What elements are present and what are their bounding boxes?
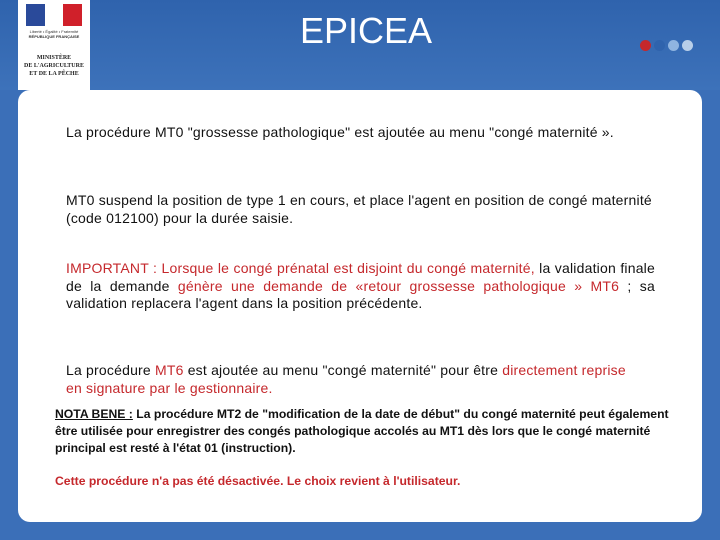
text: génère une demande de «	[177, 277, 364, 294]
text: la validation finale de la demande	[66, 260, 655, 294]
header-bar	[0, 0, 720, 90]
logo-ministry-name: MINISTÈRE DE L'AGRICULTURE ET DE LA PÊCHE	[24, 55, 84, 77]
text: ; sa validation replacera l'agent dans la position précédente.	[66, 277, 655, 311]
paragraph-important	[66, 260, 655, 313]
paragraph-mt6	[66, 362, 626, 397]
decorative-dots	[640, 40, 696, 52]
important-label: IMPORTANT : Lorsque le congé prénatal est disjoint du congé maternité,	[66, 260, 535, 276]
text: La procédure	[66, 124, 155, 140]
text: est ajoutée au menu "congé maternité ».	[350, 124, 614, 140]
text: directement reprise en signature par le gestionnaire.	[66, 362, 626, 396]
dot-icon	[654, 40, 665, 51]
text: MT6	[155, 362, 184, 378]
logo-motto: Liberté • Égalité • Fraternité RÉPUBLIQUE FRANÇAISE	[28, 29, 80, 39]
text: MT0	[66, 192, 95, 208]
dot-icon	[668, 40, 679, 51]
content-panel	[18, 90, 702, 522]
text: est ajoutée au menu "congé maternité" pour être	[183, 362, 503, 378]
text: MT0 "grossesse pathologique"	[155, 124, 351, 140]
nota-bene	[55, 406, 671, 457]
nota-bene-text: La procédure MT2 de "modification de la date de début" du congé maternité peut également être utilisée pour enregistrer des congés pathologique accolés au MT1 dès lors que le congé maternité principal est resté à l'état 01 (instruction).	[55, 407, 669, 455]
dot-icon	[640, 40, 651, 51]
text: suspend la position de type 1 en cours, et place l'agent en position de congé maternité (code 012100) pour la durée saisie.	[66, 192, 652, 226]
paragraph-mt0-intro	[66, 124, 626, 142]
text: retour grossesse pathologique » MT6	[363, 277, 620, 294]
page-title: EPICEA	[299, 10, 433, 51]
nota-bene-label: NOTA BENE :	[55, 407, 133, 421]
text: La procédure	[66, 362, 155, 378]
paragraph-mt0-suspend	[66, 192, 656, 227]
dot-icon	[682, 40, 693, 51]
footer-note: Cette procédure n'a pas été désactivée. Le choix revient à l'utilisateur.	[55, 474, 461, 488]
